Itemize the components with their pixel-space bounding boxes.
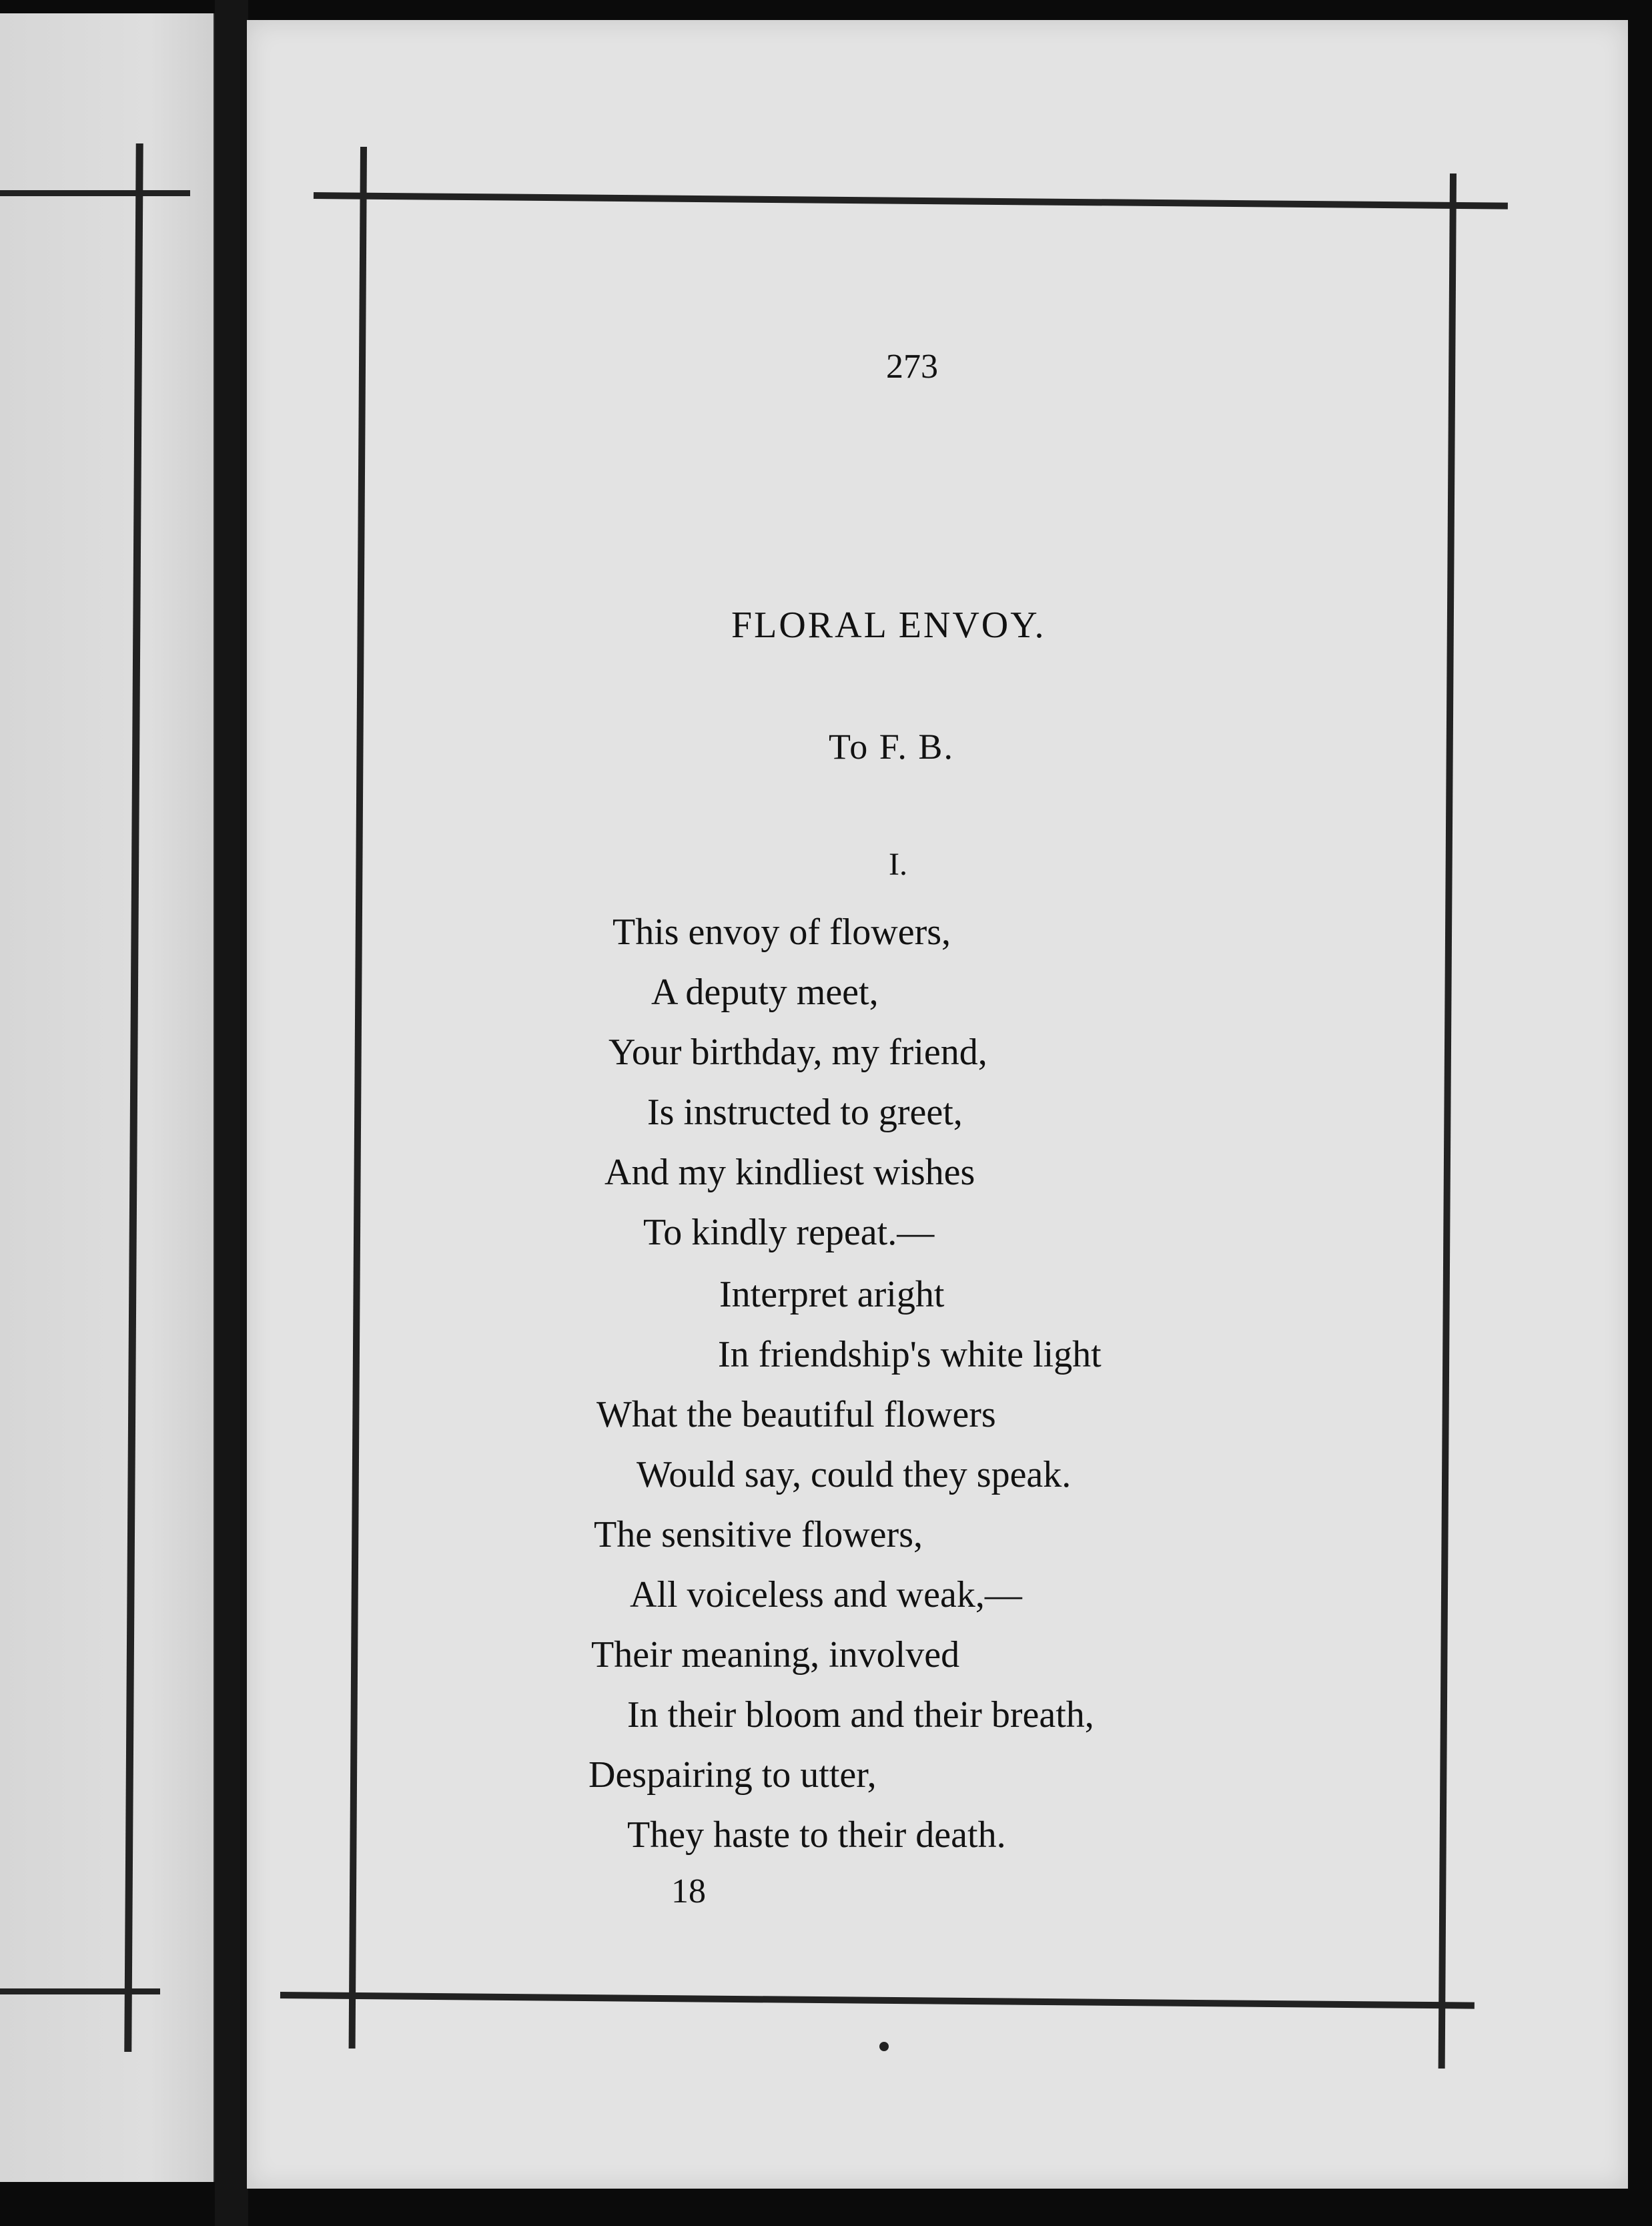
stanza-number: I. [889,847,907,882]
facing-page-edge [0,13,220,2182]
facing-page-top-rule [0,190,190,196]
verse-line: Despairing to utter, [588,1754,877,1796]
verse-line: Would say, could they speak. [637,1454,1072,1495]
border-top-rule [314,192,1508,210]
verse-line: Your birthday, my friend, [608,1032,987,1073]
signature-mark: 18 [671,1872,706,1910]
dedication: To F. B. [829,727,954,767]
page-number: 273 [886,348,938,386]
verse-line: And my kindliest wishes [604,1152,975,1193]
verse-line: In friendship's white light [718,1334,1102,1375]
verse-line: In their bloom and their breath, [627,1694,1094,1736]
verse-line: Is instructed to greet, [647,1092,963,1133]
verse-line: All voiceless and weak,— [630,1574,1022,1615]
verse-line: To kindly repeat.— [643,1212,935,1253]
verse-line: What the beautiful flowers [596,1394,996,1435]
verse-line: They haste to their death. [627,1814,1006,1856]
border-right-rule [1438,173,1457,2069]
verse-line: Interpret aright [719,1274,945,1315]
border-bottom-rule [280,1992,1475,2009]
printed-page [247,20,1628,2189]
ink-dot [879,2042,889,2051]
verse-line: The sensitive flowers, [594,1514,923,1555]
facing-page-bottom-rule [0,1988,160,1994]
book-gutter [215,0,248,2226]
facing-page-vertical-rule [124,143,143,2052]
border-left-rule [349,147,367,2049]
verse-line: Their meaning, involved [591,1634,960,1676]
verse-line: This envoy of flowers, [612,911,951,953]
verse-line: A deputy meet, [651,972,879,1013]
page-title: FLORAL ENVOY. [731,605,1046,646]
